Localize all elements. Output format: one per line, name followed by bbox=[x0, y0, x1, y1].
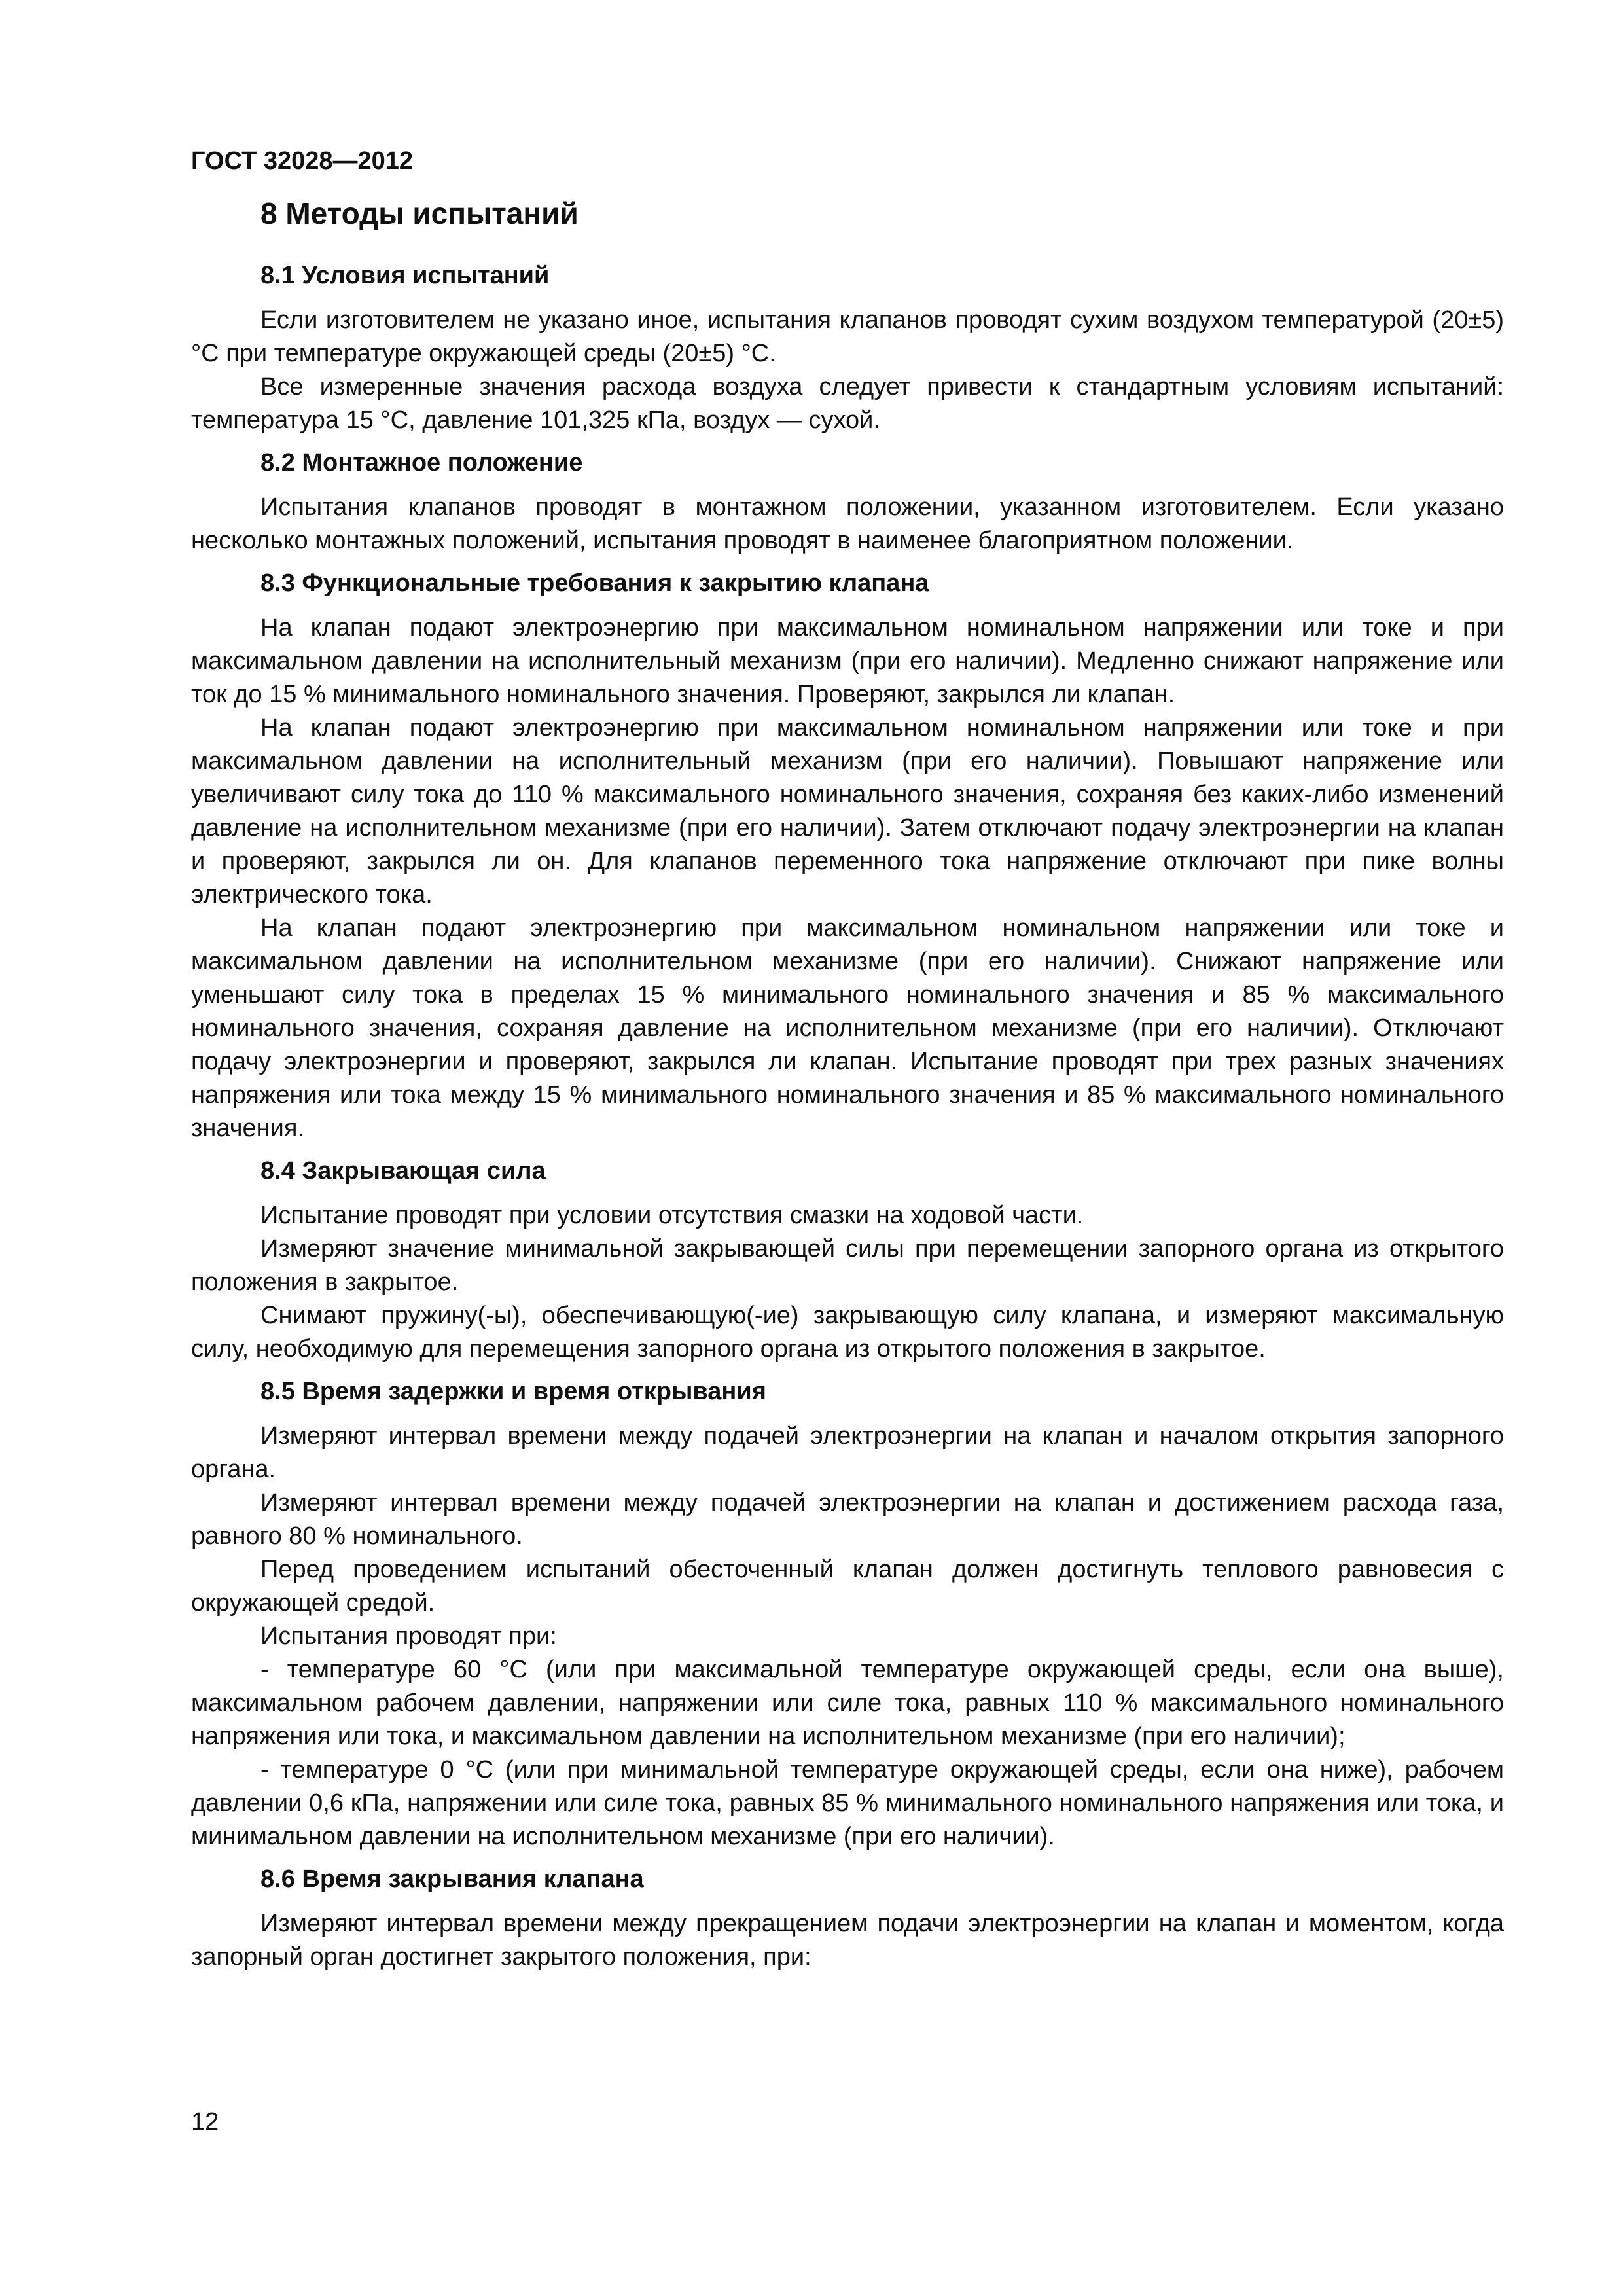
paragraph: Испытание проводят при условии отсутствия смазки на ходовой части. bbox=[260, 1202, 1084, 1229]
list-item: - температуре 0 °C (или при минимальной температуре окружающей среды, если она ниже), рабочем давлении 0,6 кПа, напряжении или силе тока, равных 85 % минимального номинального напряжения или тока, и минимальном давлении на исполнительном механизме (при его наличии). bbox=[191, 1756, 1504, 1850]
section-title: 8.5 Время задержки и время открывания bbox=[260, 1378, 766, 1405]
section-title: 8.1 Условия испытаний bbox=[260, 262, 550, 289]
paragraph: На клапан подают электроэнергию при максимальном номинальном напряжении или токе и при максимальном давлении на исполнительный механизм (при его наличии). Повышают напряжение или увеличивают силу тока до 110 % максимального номинального значения, сохраняя без каких-либо изменений давление на исполнительном механизме (при его наличии). Затем отключают подачу электроэнергии на клапан и проверяют, закрылся ли он. Для клапанов переменного тока напряжение отключают при пике волны электрического тока. bbox=[191, 714, 1504, 908]
page-number: 12 bbox=[191, 2108, 219, 2136]
paragraph: Измеряют значение минимальной закрывающей силы при перемещении запорного органа из открытого положения в закрытое. bbox=[191, 1235, 1504, 1296]
paragraph: Измеряют интервал времени между подачей электроэнергии на клапан и началом открытия запорного органа. bbox=[191, 1422, 1504, 1483]
section-title: 8.3 Функциональные требования к закрытию клапана bbox=[260, 569, 929, 597]
paragraph: Испытания клапанов проводят в монтажном положении, указанном изготовителем. Если указано несколько монтажных положений, испытания проводят в наименее благоприятном положении. bbox=[191, 493, 1504, 554]
chapter-title: 8 Методы испытаний bbox=[260, 196, 579, 230]
paragraph: Все измеренные значения расхода воздуха следует привести к стандартным условиям испытаний: температура 15 °C, давление 101,325 кПа, воздух — сухой. bbox=[191, 373, 1504, 434]
section-title: 8.2 Монтажное положение bbox=[260, 449, 583, 476]
section-8-6 bbox=[191, 1863, 1504, 1974]
document-code: ГОСТ 32028—2012 bbox=[191, 147, 414, 175]
section-8-2 bbox=[191, 446, 1504, 558]
document-page bbox=[191, 145, 1504, 1974]
paragraph: На клапан подают электроэнергию при максимальном номинальном напряжении или токе и при максимальном давлении на исполнительный механизм (при его наличии). Медленно снижают напряжение или ток до 15 % минимального номинального значения. Проверяют, закрылся ли клапан. bbox=[191, 614, 1504, 708]
paragraph: Если изготовителем не указано иное, испытания клапанов проводят сухим воздухом температурой (20±5) °C при температуре окружающей среды (20±5) °C. bbox=[191, 306, 1504, 367]
section-title: 8.6 Время закрывания клапана bbox=[260, 1865, 644, 1893]
section-8-3 bbox=[191, 567, 1504, 1145]
section-8-4 bbox=[191, 1155, 1504, 1366]
paragraph: Испытания проводят при: bbox=[260, 1623, 557, 1650]
section-8-5 bbox=[191, 1375, 1504, 1854]
paragraph: Измеряют интервал времени между прекращением подачи электроэнергии на клапан и моментом, когда запорный орган достигнет закрытого положения, при: bbox=[191, 1910, 1504, 1971]
paragraph: Снимают пружину(-ы), обеспечивающую(-ие) закрывающую силу клапана, и измеряют максимальную силу, необходимую для перемещения запорного органа из открытого положения в закрытое. bbox=[191, 1302, 1504, 1363]
paragraph: Перед проведением испытаний обесточенный клапан должен достигнуть теплового равновесия с окружающей средой. bbox=[191, 1556, 1504, 1617]
paragraph: Измеряют интервал времени между подачей электроэнергии на клапан и достижением расхода газа, равного 80 % номинального. bbox=[191, 1489, 1504, 1550]
paragraph: На клапан подают электроэнергию при максимальном номинальном напряжении или токе и максимальном давлении на исполнительном механизме (при его наличии). Снижают напряжение или уменьшают силу тока в пределах 15 % минимального номинального значения и 85 % максимального номинального значения, сохраняя давление на исполнительном механизме (при его наличии). Отключают подачу электроэнергии и проверяют, закрылся ли клапан. Испытание проводят при трех разных значениях напряжения или тока между 15 % минимального номинального значения и 85 % максимального номинального значения. bbox=[191, 914, 1504, 1142]
list-item: - температуре 60 °C (или при максимальной температуре окружающей среды, если она выше), максимальном рабочем давлении, напряжении или силе тока, равных 110 % максимального номинального напряжения или тока, и максимальном давлении на исполнительном механизме (при его наличии); bbox=[191, 1656, 1504, 1750]
section-8-1 bbox=[191, 259, 1504, 437]
section-title: 8.4 Закрывающая сила bbox=[260, 1157, 546, 1185]
